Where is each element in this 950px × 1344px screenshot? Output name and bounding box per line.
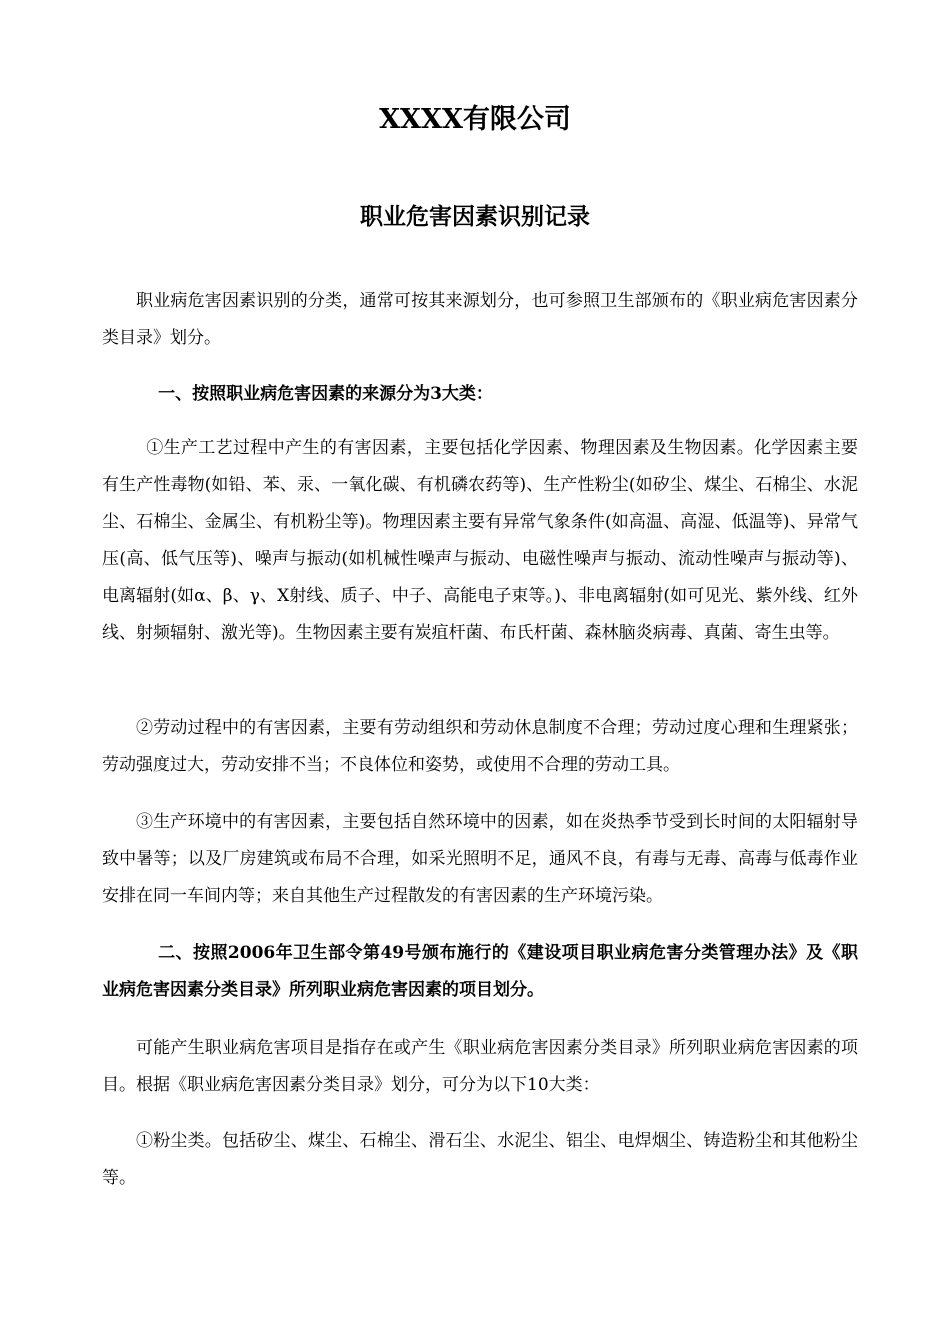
section-1-item-1: ①生产工艺过程中产生的有害因素，主要包括化学因素、物理因素及生物因素。化学因素主要有生产性毒物(如铅、苯、汞、一氧化碳、有机磷农药等)、生产性粉尘(如矽尘、煤尘、石棉尘、水泥尘、石棉尘、金属尘、有机粉尘等)。物理因素主要有异常气象条件(如高温、高湿、低温等)、异常气压(高、低气压等)、噪声与振动(如机械性噪声与振动、电磁性噪声与振动、流动性噪声与振动等)、电离辐射(如α、β、γ、X射线、质子、中子、高能电子束等。)、非电离辐射(如可见光、紫外线、红外线、射频辐射、激光等)。生物因素主要有炭疽杆菌、布氏杆菌、森林脑炎病毒、真菌、寄生虫等。 (102, 438, 858, 643)
intro-paragraph: 职业病危害因素识别的分类，通常可按其来源划分，也可参照卫生部颁布的《职业病危害因素分类目录》划分。 (102, 291, 858, 348)
document-title: 职业危害因素识别记录 (360, 203, 590, 230)
company-name: XXXX有限公司 (379, 104, 571, 135)
section-2-heading: 二、按照2006年卫生部令第49号颁布施行的《建设项目职业病危害分类管理办法》及《职业病危害因素分类目录》所列职业病危害因素的项目划分。 (102, 943, 858, 1000)
section-2-intro: 可能产生职业病危害项目是指存在或产生《职业病危害因素分类目录》所列职业病危害因素的项目。根据《职业病危害因素分类目录》划分，可分为以下10大类： (102, 1038, 858, 1095)
section-1-item-2: ②劳动过程中的有害因素，主要有劳动组织和劳动休息制度不合理；劳动过度心理和生理紧张；劳动强度过大，劳动安排不当；不良体位和姿势，或使用不合理的劳动工具。 (102, 718, 858, 775)
section-1-heading: 一、按照职业病危害因素的来源分为3大类： (158, 384, 493, 404)
section-2-item-1: ①粉尘类。包括矽尘、煤尘、石棉尘、滑石尘、水泥尘、铝尘、电焊烟尘、铸造粉尘和其他粉尘等。 (102, 1131, 858, 1188)
section-1-item-3: ③生产环境中的有害因素，主要包括自然环境中的因素，如在炎热季节受到长时间的太阳辐射导致中暑等；以及厂房建筑或布局不合理，如采光照明不足，通风不良，有毒与无毒、高毒与低毒作业安排在同一车间内等；来自其他生产过程散发的有害因素的生产环境污染。 (102, 812, 858, 906)
